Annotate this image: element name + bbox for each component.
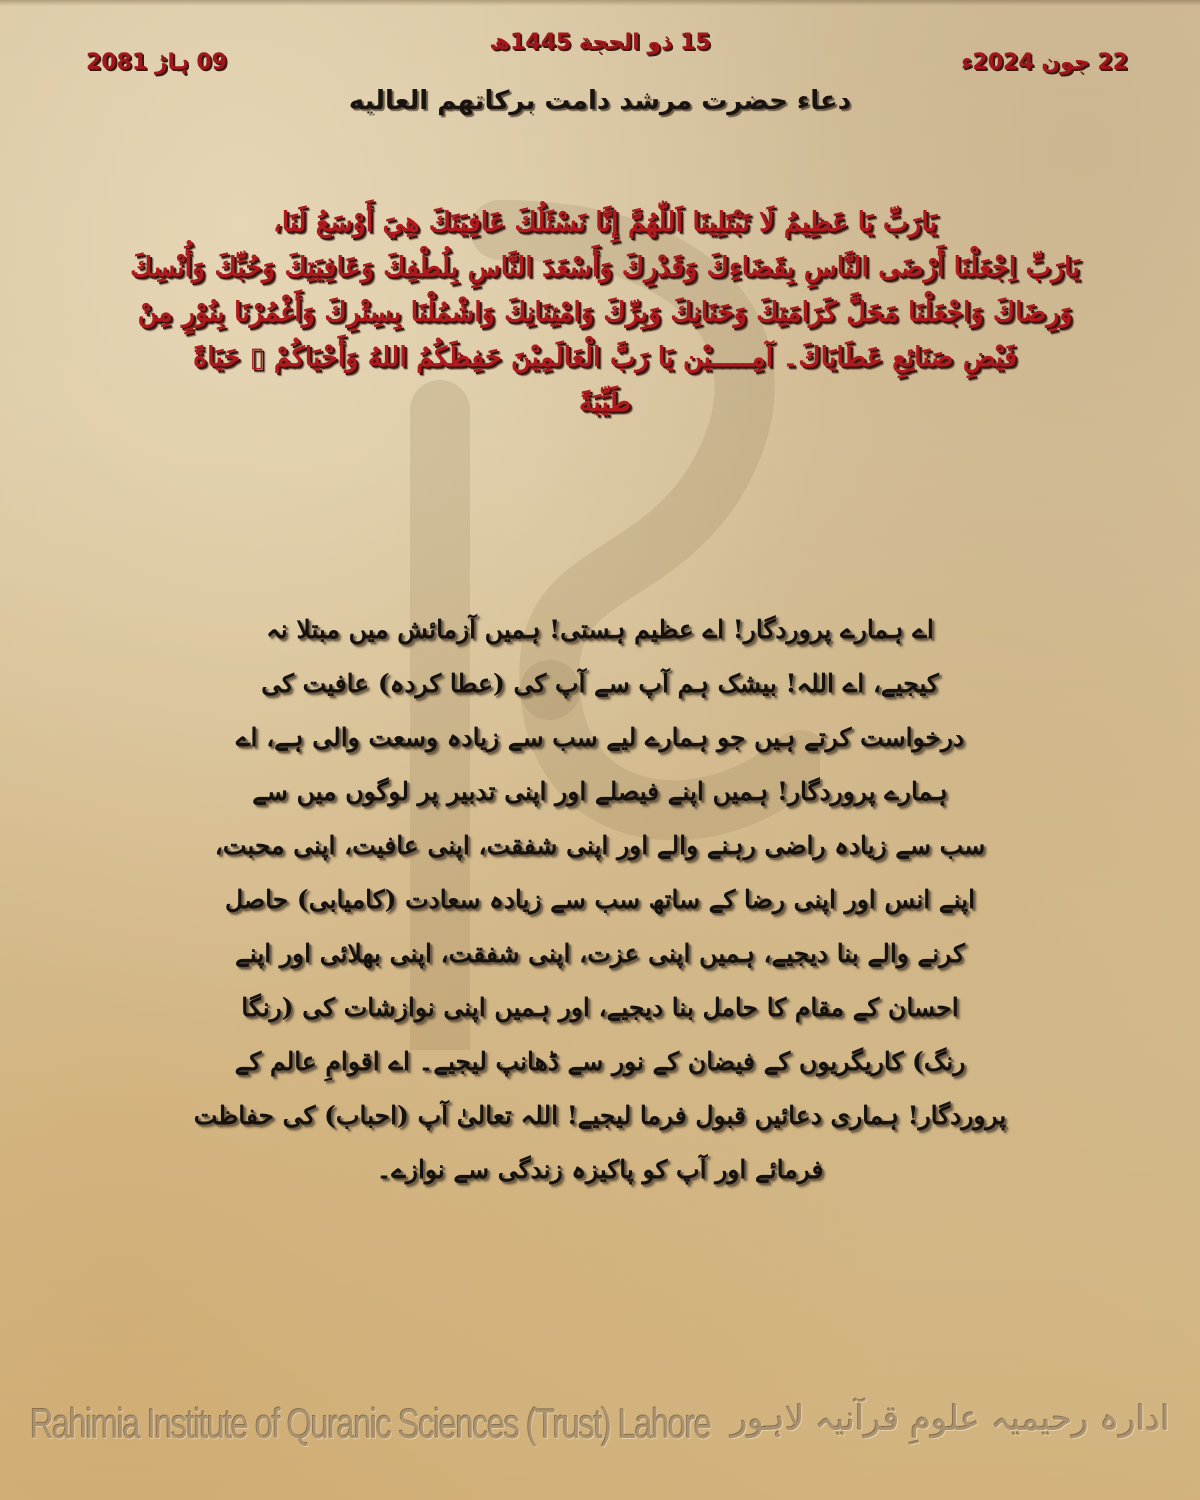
urdu-line: کیجیے، اے اللہ! بیشک ہم آپ سے آپ کی (عطا کردہ) عافیت کی bbox=[261, 669, 939, 698]
urdu-translation bbox=[190, 603, 1010, 1197]
page-title: دعاء حضرت مرشد دامت برکاتهم العالیه bbox=[348, 86, 852, 116]
urdu-line: درخواست کرتے ہیں جو ہمارے لیے سب سے زیادہ وسعت والی ہے، اے bbox=[235, 723, 965, 752]
arabic-line: يَارَبِّ يَا عَظِيمُ لَا تَبْتَلِينَا اَللّٰهُمَّ إِنَّا نَسْئَلُكَ عَافِيَتَكَ هِيَ أَوْسَعُ لَنَا، bbox=[272, 207, 938, 238]
institute-name-urdu-logo: ادارہ رحیمیہ علومِ قرآنیہ لاہور bbox=[731, 1399, 1170, 1439]
date-hijri: 15 ذو الحجة 1445ھ bbox=[489, 30, 711, 55]
date-gregorian: 22 جون 2024ء bbox=[961, 50, 1128, 75]
arabic-line: يَارَبِّ اِجْعَلْنَا أَرْضَى النَّاسِ بِقَضَاءِكَ وَقَدْرِكَ وَأَسْعَدَ النَّاسِ بِلُطْفِكَ وَعَافِيَتِكَ وَحُبِّكَ وَأُنْسِكَ bbox=[130, 252, 1080, 283]
institute-name-english: Rahimia Institute of Quranic Sciences (Trust) Lahore bbox=[30, 1400, 711, 1447]
date-bikrami: 09 ہاڑ 2081 bbox=[86, 50, 227, 75]
urdu-line: فرمائے اور آپ کو پاکیزہ زندگی سے نوازے۔ bbox=[376, 1155, 824, 1184]
urdu-line: سب سے زیادہ راضی رہنے والے اور اپنی شفقت، اپنی عافیت، اپنی محبت، bbox=[214, 831, 986, 860]
urdu-line: رنگ) کاریگریوں کے فیضان کے نور سے ڈھانپ لیجیے۔ اے اقوامِ عالم کے bbox=[234, 1047, 966, 1076]
arabic-line: طَيِّبَةً bbox=[578, 387, 632, 418]
arabic-prayer bbox=[120, 200, 1090, 425]
top-border bbox=[0, 0, 1200, 6]
arabic-line: وَرِضَاكَ وَاجْعَلْنَا مَحَلَّ كَرَامَتِكَ وَحَنَانِكَ وَبِرِّكَ وَامْتِنَانِكَ وَاشْمُلْنَا بِسِتْرِكَ وَأَغْمُرْنَا بِنُوْرٍ مِنْ bbox=[137, 297, 1073, 328]
arabic-line: فَيْضِ صَنَائِعِ عَطَايَاكَ۔ آمِـــــيْن يَا رَبَّ الْعَالَمِيْنَ حَفِظَكُمُ اللهُ وَأَحْيَاكُمْ ▯ حَيَاةً bbox=[193, 342, 1017, 373]
urdu-line: احسان کے مقام کا حامل بنا دیجیے، اور ہمیں اپنی نوازشات کی (رنگا bbox=[241, 993, 959, 1022]
urdu-line: ہمارے پروردگار! ہمیں اپنے فیصلے اور اپنی تدبیر پر لوگوں میں سے bbox=[252, 777, 948, 806]
urdu-line: پروردگار! ہماری دعائیں قبول فرما لیجیے! اللہ تعالیٰ آپ (احباب) کی حفاظت bbox=[193, 1101, 1007, 1130]
urdu-line: اپنے انس اور اپنی رضا کے ساتھ سب سے زیادہ سعادت (کامیابی) حاصل bbox=[224, 885, 976, 914]
urdu-line: کرنے والے بنا دیجیے، ہمیں اپنی عزت، اپنی شفقت، اپنی بھلائی اور اپنے bbox=[235, 939, 965, 968]
urdu-line: اے ہمارے پروردگار! اے عظیم ہستی! ہمیں آزمائش میں مبتلا نہ bbox=[266, 615, 934, 644]
